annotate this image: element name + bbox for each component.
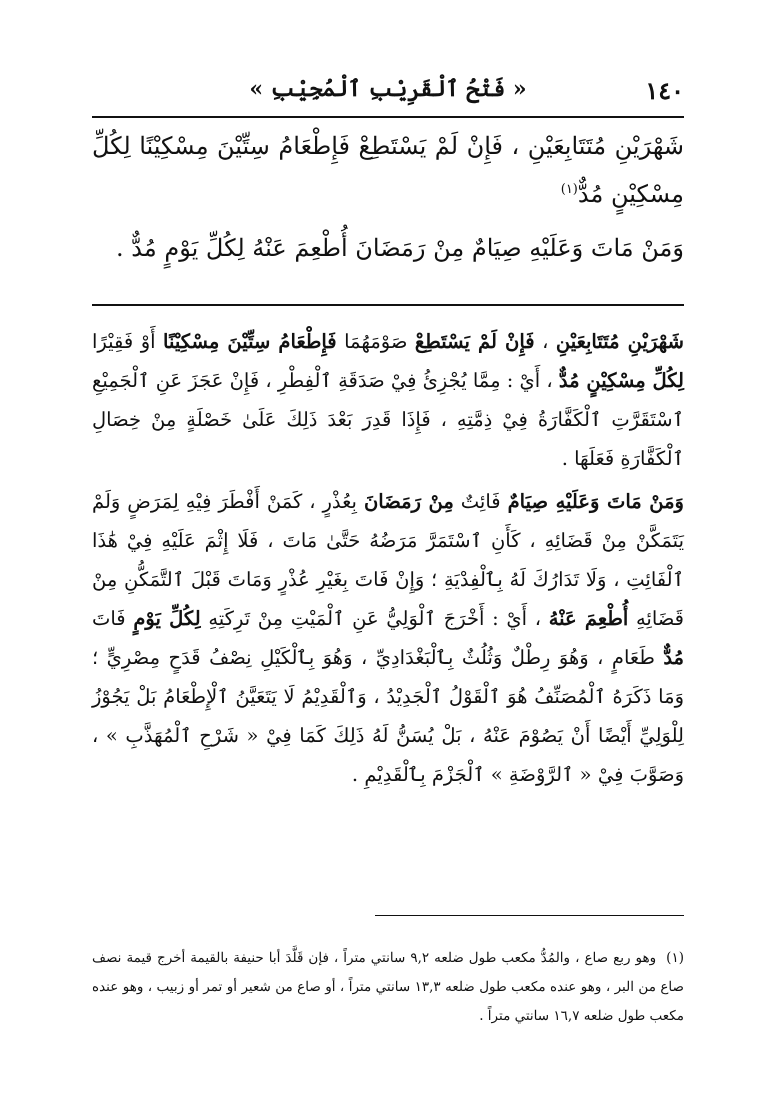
matn-text xyxy=(92,122,684,272)
matn-line-2: وَمَنْ مَاتَ وَعَلَيْهِ صِيَامٌ مِنْ رَمَضَانَ أُطْعِمَ عَنْهُ لِكُلِّ يَوْمٍ مُدٌّ . xyxy=(116,234,684,262)
footnote-number: (١) xyxy=(666,950,684,966)
commentary-paragraph-2 xyxy=(92,482,684,794)
commentary-text-span: ، xyxy=(534,330,556,353)
matn-line-1 xyxy=(92,122,684,218)
header-rule xyxy=(92,116,684,118)
quoted-matn: لِكُلِّ يَوْمٍ xyxy=(133,607,201,630)
footnote-text: وهو ربع صاع ، والمُدُّ مكعب طول ضلعه ٩,٢ سانتي متراً ، فإن قَلَّدَ أبا حنيفة بالقيمة أخرج قيمة نصف صاع من البر ، وهو عنده مكعب طول ضلعه ١٣,٣ سانتي متراً ، أو صاع من شعير أو تمر أو زبيب ، وهو عنده مكعب طول ضلعه ١٦,٧ سانتي متراً . xyxy=(92,950,684,1024)
commentary-text xyxy=(92,322,684,794)
quoted-matn: مِنْ رَمَضَانَ xyxy=(363,490,454,513)
commentary-text-span: صَوْمَهُمَا xyxy=(336,330,415,353)
quoted-matn: مُدٌّ xyxy=(663,646,684,669)
page-header xyxy=(92,70,684,114)
commentary-text-span: فَائِتٌ xyxy=(453,490,508,513)
matn-text-1: شَهْرَيْنِ مُتَتَابِعَيْنِ ، فَإِنْ لَمْ يَسْتَطِعْ فَإِطْعَامُ سِتِّيْنَ مِسْكِيْنًا لِكُلِّ مِسْكِيْنٍ مُدٌّ xyxy=(92,132,684,208)
section-divider xyxy=(92,304,684,306)
footnote-rule xyxy=(375,915,684,916)
footnote-paragraph xyxy=(92,944,684,1031)
page-number: ١٤٠ xyxy=(645,76,684,105)
commentary-text-span: ، أَيْ : أَخْرَجَ ٱلْوَلِيُّ عَنِ ٱلْمَيْتِ مِنْ تَرِكَتِهِ xyxy=(200,607,549,630)
commentary-text-span: ، أَيْ : مِمَّا يُجْزِئُ فِيْ صَدَقَةِ ٱلْفِطْرِ ، فَإِنْ عَجَزَ عَنِ ٱلْجَمِيْعِ ٱسْتَقَرَّتِ ٱلْكَفَّارَةُ فِيْ ذِمَّتِهِ ، فَإِذَا قَدِرَ بَعْدَ ذَلِكَ عَلَىٰ خَصْلَةٍ مِنْ خِصَالِ ٱلْكَفَّارَةِ فَعَلَهَا . xyxy=(92,369,684,470)
commentary-text-span: فَاتَ xyxy=(92,607,134,630)
quoted-matn: فَإِنْ لَمْ يَسْتَطِعْ xyxy=(414,330,535,353)
commentary-paragraph-1 xyxy=(92,322,684,478)
commentary-text-span: أَوْ فَقِيْرًا xyxy=(92,330,164,353)
quoted-matn: أُطْعِمَ عَنْهُ xyxy=(548,607,629,630)
footnote xyxy=(92,944,684,1031)
quoted-matn: لِكُلِّ مِسْكِيْنٍ مُدٌّ xyxy=(558,369,684,392)
footnote-reference[interactable]: (١) xyxy=(560,182,578,197)
quoted-matn: فَإِطْعَامُ سِتِّيْنَ مِسْكِيْنًا xyxy=(163,330,337,353)
quoted-matn: شَهْرَيْنِ مُتَتَابِعَيْنِ xyxy=(555,330,684,353)
commentary-text-span: بِعُذْرٍ ، كَمَنْ أَفْطَرَ فِيْهِ لِمَرَضٍ وَلَمْ يَتَمَكَّنْ مِنْ قَضَائِهِ ، كَأَنِ ٱسْتَمَرَّ مَرَضُهُ حَتَّىٰ مَاتَ ، فَلَا إِثْمَ عَلَيْهِ فِيْ هَٰذَا ٱلْفَائِتِ ، وَلَا تَدَارُكَ لَهُ بِٱلْفِدْيَةِ ؛ وَإِنْ فَاتَ بِغَيْرِ عُذْرٍ وَمَاتَ قَبْلَ ٱلتَّمَكُّنِ مِنْ قَضَائِهِ xyxy=(92,490,685,630)
quoted-matn: وَمَنْ مَاتَ وَعَلَيْهِ صِيَامٌ xyxy=(507,490,684,513)
commentary-text-span: طَعَامٍ ، وَهُوَ رِطْلٌ وَثُلُثٌ بِٱلْبَغْدَادِيِّ ، وَهُوَ بِٱلْكَيْلِ نِصْفُ قَدَحٍ مِصْرِيٍّ ؛ وَمَا ذَكَرَهُ ٱلْمُصَنِّفُ هُوَ ٱلْقَوْلُ ٱلْجَدِيْدُ ، وَٱلْقَدِيْمُ لَا يَتَعَيَّنُ ٱلْإِطْعَامُ بَلْ يَجُوْزُ لِلْوَلِيِّ أَيْضًا أَنْ يَصُوْمَ عَنْهُ ، بَلْ يُسَنُّ لَهُ ذَلِكَ كَمَا فِيْ « شَرْحِ ٱلْمُهَذَّبِ » ، وَصَوَّبَ فِيْ « ٱلرَّوْضَةِ » ٱلْجَزْمَ بِٱلْقَدِيْمِ . xyxy=(92,646,684,786)
running-title: « فَتْحُ ٱلْقَرِيْبِ ٱلْمُجِيْبِ » xyxy=(249,76,527,102)
